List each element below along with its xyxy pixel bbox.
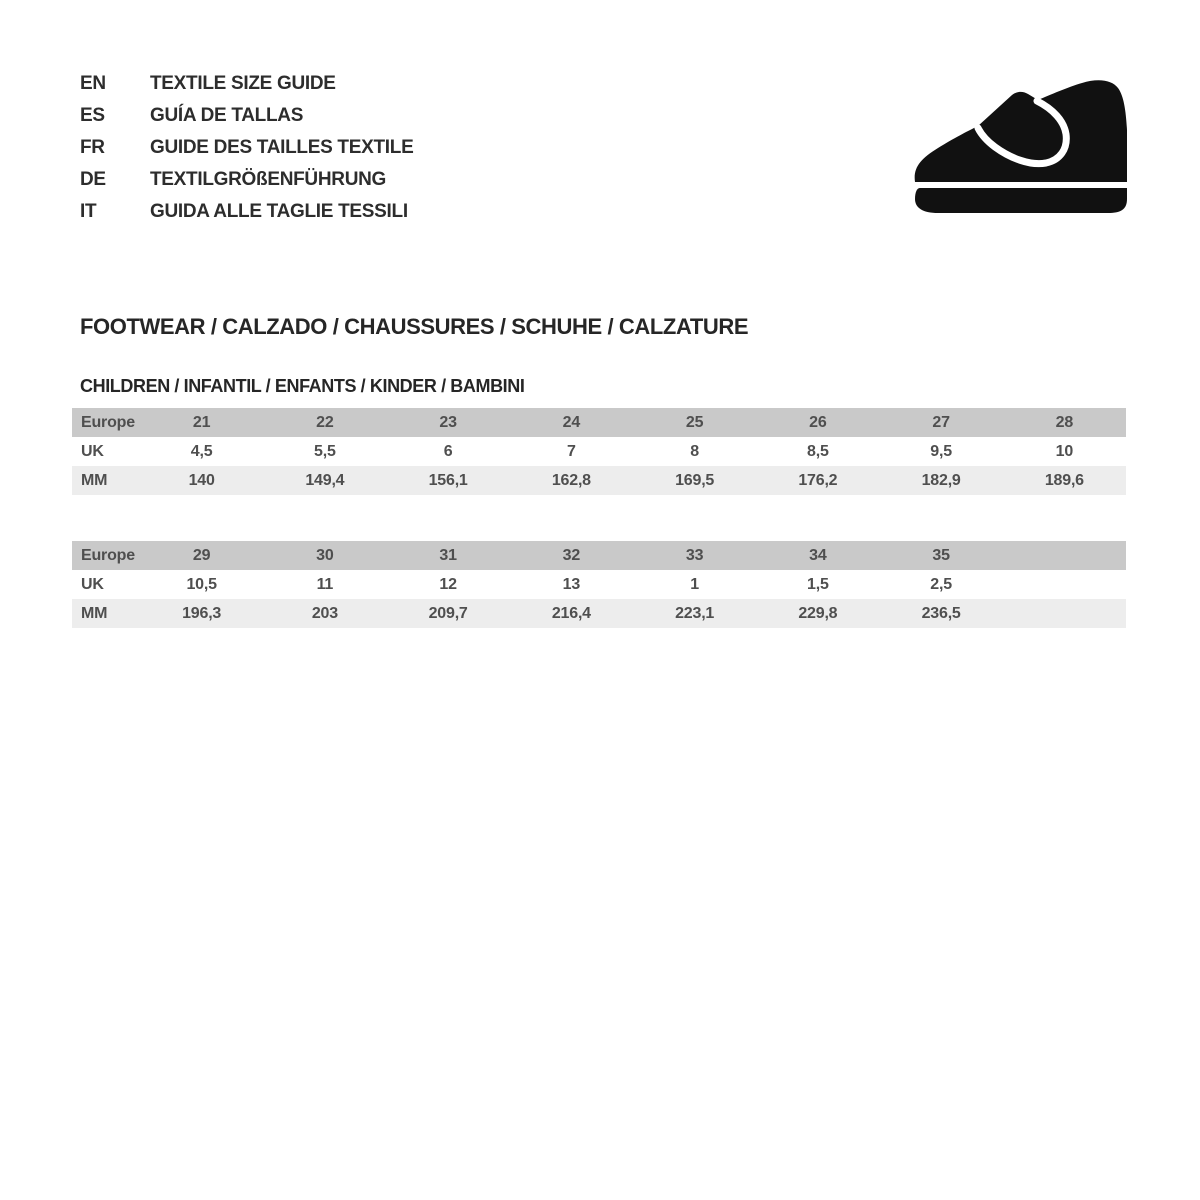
size-cell: 21 [192,413,211,431]
row-label: Europe [81,546,135,564]
size-cell: 182,9 [921,471,961,489]
language-title-list [80,68,413,228]
lang-row-it [80,196,413,228]
size-cell: 140 [188,471,215,489]
size-cell: 31 [439,546,457,564]
table-row-europe [72,541,1126,570]
size-cell: 4,5 [190,442,213,460]
table-row-mm [72,599,1126,628]
size-cell: 25 [685,413,704,431]
size-cell: 23 [439,413,457,431]
size-cell: 8 [690,442,699,460]
size-cell: 209,7 [428,604,468,622]
size-cell: 10 [1055,442,1074,460]
size-cell: 7 [567,442,576,460]
table-row-mm [72,466,1126,495]
lang-code-es: ES [80,105,105,126]
lang-label-en: TEXTILE SIZE GUIDE [150,73,336,94]
size-cell: 162,8 [551,471,591,489]
table-row-uk [72,437,1126,466]
lang-row-fr [80,132,413,164]
size-cell: 24 [562,413,581,431]
lang-row-es [80,100,413,132]
size-cell: 1,5 [807,575,829,593]
size-cell: 32 [562,546,581,564]
lang-code-de: DE [80,169,106,190]
table-row-uk [72,570,1126,599]
lang-row-de [80,164,413,196]
size-cell: 156,1 [428,471,468,489]
table-row-europe [72,408,1126,437]
size-cell: 169,5 [675,471,715,489]
lang-code-en: EN [80,73,106,94]
shoe-sole [915,188,1127,213]
size-cell: 176,2 [798,471,838,489]
size-cell: 149,4 [305,471,345,489]
shoe-body [915,80,1127,182]
size-cell: 1 [690,575,699,593]
size-cell: 9,5 [930,442,952,460]
lang-code-it: IT [80,201,97,222]
row-label: Europe [81,413,135,431]
size-cell: 2,5 [930,575,952,593]
size-cell: 33 [685,546,704,564]
row-label: UK [81,575,104,593]
children-shoe-icon [890,72,1150,232]
size-cell: 27 [932,413,950,431]
size-cell: 203 [311,604,338,622]
row-label: MM [81,604,108,622]
size-cell: 196,3 [182,604,222,622]
section-subtitle: CHILDREN / INFANTIL / ENFANTS / KINDER / BAMBINI [80,376,525,396]
lang-label-fr: GUIDE DES TAILLES TEXTILE [150,137,414,158]
lang-label-es: GUÍA DE TALLAS [150,105,304,126]
size-cell: 223,1 [675,604,715,622]
size-cell: 29 [192,546,211,564]
lang-row-en [80,68,413,100]
row-label: MM [81,471,108,489]
row-label: UK [81,442,104,460]
size-cell: 5,5 [314,442,336,460]
lang-label-it: GUIDA ALLE TAGLIE TESSILI [150,201,408,222]
size-cell: 8,5 [807,442,829,460]
size-cell: 30 [316,546,334,564]
section-title: FOOTWEAR / CALZADO / CHAUSSURES / SCHUHE / CALZATURE [80,314,749,339]
size-cell: 13 [562,575,581,593]
size-cell: 229,8 [798,604,838,622]
size-cell: 189,6 [1044,471,1084,489]
size-cell: 216,4 [551,604,591,622]
size-cell: 35 [932,546,950,564]
size-cell: 10,5 [186,575,217,593]
size-cell: 236,5 [921,604,961,622]
size-cell: 26 [809,413,827,431]
size-table-2 [72,541,1126,628]
lang-label-de: TEXTILGRÖßENFÜHRUNG [150,169,387,190]
size-table-1 [72,408,1126,495]
lang-code-fr: FR [80,137,105,158]
size-cell: 34 [809,546,827,564]
size-cell: 11 [316,575,334,593]
size-cell: 12 [439,575,457,593]
size-cell: 22 [316,413,334,431]
size-cell: 28 [1055,413,1074,431]
size-cell: 6 [443,442,453,460]
